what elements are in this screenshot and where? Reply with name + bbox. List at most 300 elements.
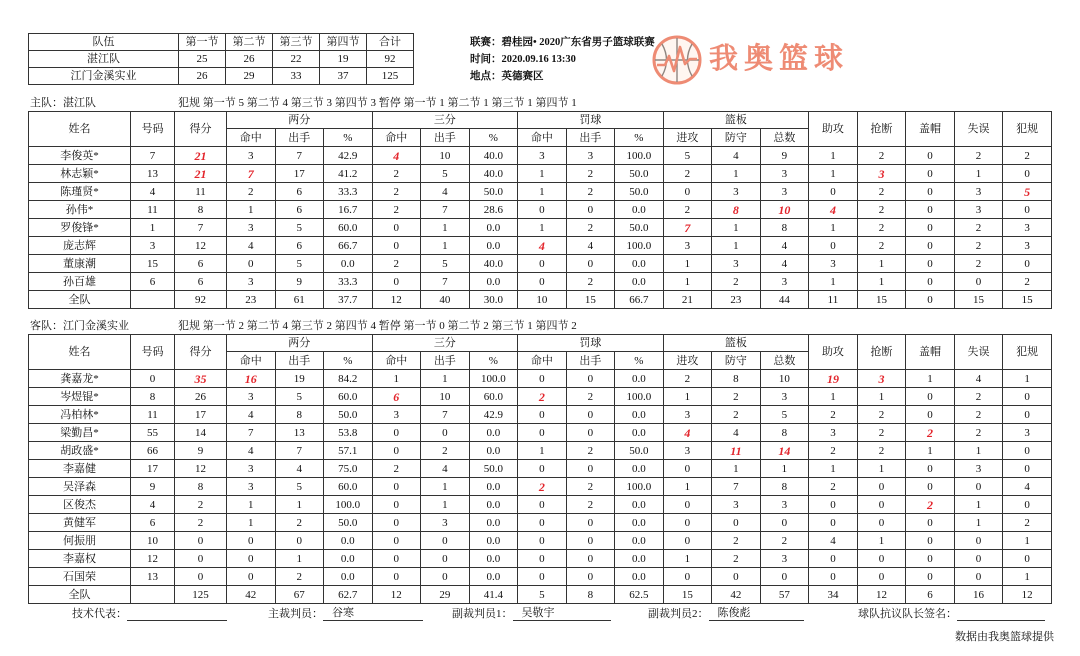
three-pt-made: 2 — [372, 183, 421, 201]
three-pt-pct: 0.0 — [469, 442, 518, 460]
off-rebounds: 0 — [663, 496, 712, 514]
header-offensive: 进攻 — [663, 352, 712, 370]
jersey-number: 55 — [131, 424, 175, 442]
ft-pct: 100.0 — [615, 478, 664, 496]
player-name: 龚嘉龙* — [29, 370, 131, 388]
two-pt-pct: 60.0 — [324, 388, 373, 406]
total-three-pt-pct: 30.0 — [469, 291, 518, 309]
jersey-number: 3 — [131, 237, 175, 255]
total-rebounds: 10 — [760, 201, 809, 219]
ft-attempts: 2 — [566, 478, 615, 496]
total-blocks: 0 — [906, 291, 955, 309]
player-row — [29, 273, 1052, 291]
total-steals: 15 — [857, 291, 906, 309]
two-pt-made: 3 — [227, 219, 276, 237]
player-name: 石国荣 — [29, 568, 131, 586]
steals: 2 — [857, 147, 906, 165]
turnovers: 2 — [954, 255, 1003, 273]
ft-attempts: 0 — [566, 201, 615, 219]
steals: 2 — [857, 219, 906, 237]
three-pt-made: 3 — [372, 406, 421, 424]
off-rebounds: 3 — [663, 406, 712, 424]
player-name: 庞志辉 — [29, 237, 131, 255]
field-label: 副裁判员1： — [452, 608, 513, 620]
three-pt-attempts: 7 — [421, 201, 470, 219]
ft-made: 0 — [518, 532, 567, 550]
ft-pct: 0.0 — [615, 406, 664, 424]
header-points: 得分 — [175, 335, 227, 370]
jersey-number: 4 — [131, 183, 175, 201]
ft-made: 0 — [518, 370, 567, 388]
total-three-pt-pct: 41.4 — [469, 586, 518, 604]
header-offensive: 进攻 — [663, 129, 712, 147]
ft-attempts: 0 — [566, 568, 615, 586]
assists: 4 — [809, 201, 858, 219]
points: 7 — [175, 219, 227, 237]
ft-attempts: 2 — [566, 388, 615, 406]
ft-attempts: 2 — [566, 496, 615, 514]
points: 11 — [175, 183, 227, 201]
three-pt-made: 2 — [372, 255, 421, 273]
field-label: 副裁判员2： — [648, 608, 709, 620]
three-pt-attempts: 4 — [421, 183, 470, 201]
def-rebounds: 2 — [712, 532, 761, 550]
fouls: 0 — [1003, 442, 1052, 460]
two-pt-attempts: 5 — [275, 388, 324, 406]
field-value: 吴敬宇 — [513, 606, 611, 621]
player-row — [29, 424, 1052, 442]
steals: 3 — [857, 165, 906, 183]
field-label: 球队抗议队长签名： — [858, 608, 957, 620]
assists: 3 — [809, 255, 858, 273]
assists: 0 — [809, 237, 858, 255]
player-row — [29, 255, 1052, 273]
points: 2 — [175, 496, 227, 514]
fouls: 2 — [1003, 273, 1052, 291]
def-rebounds: 2 — [712, 406, 761, 424]
three-pt-pct: 0.0 — [469, 568, 518, 586]
player-row — [29, 514, 1052, 532]
player-row — [29, 460, 1052, 478]
three-pt-pct: 28.6 — [469, 201, 518, 219]
header-blocks: 盖帽 — [906, 112, 955, 147]
blocks: 0 — [906, 201, 955, 219]
jersey-number: 10 — [131, 532, 175, 550]
two-pt-attempts: 13 — [275, 424, 324, 442]
player-row — [29, 550, 1052, 568]
header-attempts: 出手 — [275, 352, 324, 370]
three-pt-made: 0 — [372, 550, 421, 568]
def-rebounds: 3 — [712, 183, 761, 201]
blocks: 0 — [906, 406, 955, 424]
total-assists: 34 — [809, 586, 858, 604]
off-rebounds: 7 — [663, 219, 712, 237]
three-pt-pct: 0.0 — [469, 219, 518, 237]
fouls: 0 — [1003, 550, 1052, 568]
assists: 1 — [809, 273, 858, 291]
three-pt-made: 0 — [372, 532, 421, 550]
points: 9 — [175, 442, 227, 460]
blocks: 1 — [906, 370, 955, 388]
ft-pct: 50.0 — [615, 183, 664, 201]
total-rebounds: 9 — [760, 147, 809, 165]
player-name: 胡政盛* — [29, 442, 131, 460]
two-pt-pct: 75.0 — [324, 460, 373, 478]
ft-attempts: 3 — [566, 147, 615, 165]
two-pt-made: 0 — [227, 568, 276, 586]
away-fouls-timeouts: 犯规 第一节 2 第二节 4 第三节 2 第四节 4 暂停 第一节 0 第二节 2 第三节 1 第四节 2 — [178, 320, 577, 332]
two-pt-pct: 57.1 — [324, 442, 373, 460]
total-ft-pct: 66.7 — [615, 291, 664, 309]
jersey-number: 8 — [131, 388, 175, 406]
points: 35 — [175, 370, 227, 388]
assists: 2 — [809, 442, 858, 460]
blocks: 0 — [906, 165, 955, 183]
home-stats-table — [28, 111, 1052, 309]
def-rebounds: 7 — [712, 478, 761, 496]
total-two-pt-attempts: 61 — [275, 291, 324, 309]
three-pt-pct: 0.0 — [469, 237, 518, 255]
total-rebounds: 3 — [760, 183, 809, 201]
q1-score: 25 — [179, 51, 226, 68]
steals: 0 — [857, 550, 906, 568]
total-rebounds: 10 — [760, 370, 809, 388]
ft-made: 1 — [518, 165, 567, 183]
off-rebounds: 0 — [663, 183, 712, 201]
steals: 1 — [857, 532, 906, 550]
header-rebounds: 篮板 — [663, 112, 809, 129]
total-two-pt-pct: 62.7 — [324, 586, 373, 604]
player-name: 区俊杰 — [29, 496, 131, 514]
blocks: 0 — [906, 532, 955, 550]
score-row-away — [29, 68, 414, 85]
off-rebounds: 1 — [663, 388, 712, 406]
assists: 2 — [809, 406, 858, 424]
player-name: 陈瑾贤* — [29, 183, 131, 201]
jersey-number: 0 — [131, 370, 175, 388]
three-pt-pct: 0.0 — [469, 514, 518, 532]
total-rebounds: 3 — [760, 388, 809, 406]
turnovers: 0 — [954, 478, 1003, 496]
header-free-throws: 罚球 — [518, 112, 664, 129]
off-rebounds: 1 — [663, 273, 712, 291]
two-pt-pct: 53.8 — [324, 424, 373, 442]
header-attempts: 出手 — [566, 129, 615, 147]
technical-delegate-field — [72, 606, 227, 621]
jersey-number: 11 — [131, 201, 175, 219]
total-rebounds: 3 — [760, 273, 809, 291]
header-defensive: 防守 — [712, 129, 761, 147]
two-pt-made: 1 — [227, 514, 276, 532]
header-steals: 抢断 — [857, 112, 906, 147]
league-text: 联赛：碧桂园• 2020广东省男子篮球联赛 — [470, 37, 655, 48]
header-pct: % — [324, 352, 373, 370]
score-header-q3: 第三节 — [273, 34, 320, 51]
assists: 1 — [809, 388, 858, 406]
score-header-total: 合计 — [367, 34, 414, 51]
header-defensive: 防守 — [712, 352, 761, 370]
blocks: 0 — [906, 237, 955, 255]
def-rebounds: 3 — [712, 496, 761, 514]
three-pt-made: 0 — [372, 442, 421, 460]
steals: 0 — [857, 514, 906, 532]
three-pt-attempts: 7 — [421, 406, 470, 424]
def-rebounds: 1 — [712, 460, 761, 478]
total-rebounds: 2 — [760, 532, 809, 550]
three-pt-pct: 40.0 — [469, 147, 518, 165]
two-pt-attempts: 6 — [275, 201, 324, 219]
three-pt-pct: 50.0 — [469, 460, 518, 478]
home-fouls-timeouts: 犯规 第一节 5 第二节 4 第三节 3 第四节 3 暂停 第一节 1 第二节 1 第三节 1 第四节 1 — [178, 97, 577, 109]
jersey-number: 4 — [131, 496, 175, 514]
turnovers: 3 — [954, 183, 1003, 201]
fouls: 0 — [1003, 165, 1052, 183]
player-name: 李嘉权 — [29, 550, 131, 568]
total-three-pt-made: 12 — [372, 586, 421, 604]
blocks: 0 — [906, 550, 955, 568]
two-pt-pct: 42.9 — [324, 147, 373, 165]
player-row — [29, 406, 1052, 424]
assists: 2 — [809, 478, 858, 496]
three-pt-pct: 60.0 — [469, 388, 518, 406]
total-points: 125 — [175, 586, 227, 604]
ft-pct: 0.0 — [615, 370, 664, 388]
blocks: 0 — [906, 183, 955, 201]
ft-attempts: 2 — [566, 165, 615, 183]
total-three-pt-attempts: 40 — [421, 291, 470, 309]
total-assists: 11 — [809, 291, 858, 309]
steals: 0 — [857, 568, 906, 586]
off-rebounds: 0 — [663, 514, 712, 532]
two-pt-made: 3 — [227, 147, 276, 165]
turnovers: 0 — [954, 550, 1003, 568]
points: 0 — [175, 532, 227, 550]
header-blocks: 盖帽 — [906, 335, 955, 370]
jersey-number: 17 — [131, 460, 175, 478]
total-jersey-number — [131, 291, 175, 309]
two-pt-made: 16 — [227, 370, 276, 388]
two-pt-made: 3 — [227, 273, 276, 291]
def-rebounds: 4 — [712, 424, 761, 442]
three-pt-attempts: 5 — [421, 165, 470, 183]
score-header-team: 队伍 — [29, 34, 179, 51]
turnovers: 1 — [954, 496, 1003, 514]
team-total-label: 全队 — [29, 291, 131, 309]
three-pt-pct: 50.0 — [469, 183, 518, 201]
field-value: 陈俊彪 — [709, 606, 804, 621]
score-header-q2: 第二节 — [226, 34, 273, 51]
blocks: 2 — [906, 496, 955, 514]
assists: 1 — [809, 460, 858, 478]
turnovers: 2 — [954, 406, 1003, 424]
header-pct: % — [615, 129, 664, 147]
ft-made: 2 — [518, 388, 567, 406]
ft-made: 3 — [518, 147, 567, 165]
fouls: 3 — [1003, 219, 1052, 237]
blocks: 0 — [906, 478, 955, 496]
three-pt-pct: 40.0 — [469, 165, 518, 183]
header-made: 命中 — [227, 129, 276, 147]
header-pct: % — [469, 352, 518, 370]
two-pt-pct: 16.7 — [324, 201, 373, 219]
def-rebounds: 1 — [712, 237, 761, 255]
blocks: 0 — [906, 273, 955, 291]
two-pt-attempts: 4 — [275, 460, 324, 478]
two-pt-pct: 41.2 — [324, 165, 373, 183]
fouls: 3 — [1003, 237, 1052, 255]
header-made: 命中 — [518, 129, 567, 147]
ft-pct: 0.0 — [615, 568, 664, 586]
player-name: 梁勤昌* — [29, 424, 131, 442]
off-rebounds: 3 — [663, 442, 712, 460]
points: 6 — [175, 255, 227, 273]
score-header-row — [29, 34, 414, 51]
off-rebounds: 0 — [663, 460, 712, 478]
assists: 0 — [809, 514, 858, 532]
header-assists: 助攻 — [809, 112, 858, 147]
home-team-label: 主队：湛江队 — [30, 97, 96, 109]
total-rebounds: 4 — [760, 237, 809, 255]
player-name: 孙伟* — [29, 201, 131, 219]
total-ft-pct: 62.5 — [615, 586, 664, 604]
header-pct: % — [469, 129, 518, 147]
header-pct: % — [615, 352, 664, 370]
fouls: 5 — [1003, 183, 1052, 201]
header-three-pointers: 三分 — [372, 335, 518, 352]
three-pt-attempts: 10 — [421, 147, 470, 165]
total-rebounds: 3 — [760, 165, 809, 183]
three-pt-made: 2 — [372, 165, 421, 183]
three-pt-attempts: 2 — [421, 442, 470, 460]
field-value: 谷寒 — [323, 606, 423, 621]
total-ft-made: 10 — [518, 291, 567, 309]
three-pt-attempts: 1 — [421, 219, 470, 237]
ft-made: 0 — [518, 406, 567, 424]
off-rebounds: 1 — [663, 550, 712, 568]
two-pt-pct: 100.0 — [324, 496, 373, 514]
three-pt-attempts: 1 — [421, 478, 470, 496]
two-pt-pct: 50.0 — [324, 406, 373, 424]
points: 26 — [175, 388, 227, 406]
fouls: 2 — [1003, 147, 1052, 165]
umpire-2-field — [648, 606, 804, 621]
blocks: 0 — [906, 568, 955, 586]
def-rebounds: 3 — [712, 255, 761, 273]
player-name: 李俊英* — [29, 147, 131, 165]
two-pt-attempts: 0 — [275, 532, 324, 550]
ft-attempts: 2 — [566, 219, 615, 237]
player-name: 岑煜锟* — [29, 388, 131, 406]
def-rebounds: 4 — [712, 147, 761, 165]
q4-score: 37 — [320, 68, 367, 85]
ft-attempts: 0 — [566, 460, 615, 478]
three-pt-made: 0 — [372, 514, 421, 532]
blocks: 0 — [906, 514, 955, 532]
two-pt-attempts: 7 — [275, 147, 324, 165]
blocks: 0 — [906, 147, 955, 165]
score-header-q4: 第四节 — [320, 34, 367, 51]
total-blocks: 6 — [906, 586, 955, 604]
player-row — [29, 219, 1052, 237]
total-three-pt-made: 12 — [372, 291, 421, 309]
jersey-number: 12 — [131, 550, 175, 568]
steals: 2 — [857, 442, 906, 460]
blocks: 1 — [906, 442, 955, 460]
total-def-rebounds: 42 — [712, 586, 761, 604]
two-pt-made: 2 — [227, 183, 276, 201]
header-number: 号码 — [131, 112, 175, 147]
points: 21 — [175, 165, 227, 183]
jersey-number: 66 — [131, 442, 175, 460]
off-rebounds: 2 — [663, 370, 712, 388]
match-time-text: 时间：2020.09.16 13:30 — [470, 54, 576, 65]
three-pt-made: 0 — [372, 478, 421, 496]
ft-pct: 0.0 — [615, 550, 664, 568]
off-rebounds: 0 — [663, 532, 712, 550]
header-total: 总数 — [760, 129, 809, 147]
ft-pct: 0.0 — [615, 532, 664, 550]
ft-pct: 50.0 — [615, 219, 664, 237]
three-pt-attempts: 3 — [421, 514, 470, 532]
off-rebounds: 2 — [663, 201, 712, 219]
def-rebounds: 0 — [712, 568, 761, 586]
basketball-logo-icon — [651, 34, 703, 86]
points: 17 — [175, 406, 227, 424]
total-total-rebounds: 57 — [760, 586, 809, 604]
header-made: 命中 — [372, 129, 421, 147]
total-score: 125 — [367, 68, 414, 85]
two-pt-made: 3 — [227, 388, 276, 406]
fouls: 0 — [1003, 201, 1052, 219]
ft-made: 1 — [518, 442, 567, 460]
two-pt-made: 0 — [227, 550, 276, 568]
two-pt-made: 4 — [227, 442, 276, 460]
def-rebounds: 2 — [712, 273, 761, 291]
steals: 1 — [857, 388, 906, 406]
team-name: 江门金溪实业 — [29, 68, 179, 85]
player-row — [29, 183, 1052, 201]
protest-captain-signature-field — [858, 606, 1045, 621]
two-pt-made: 1 — [227, 201, 276, 219]
team-total-label: 全队 — [29, 586, 131, 604]
assists: 1 — [809, 219, 858, 237]
total-ft-attempts: 15 — [566, 291, 615, 309]
def-rebounds: 8 — [712, 370, 761, 388]
total-jersey-number — [131, 586, 175, 604]
player-name: 罗俊锋* — [29, 219, 131, 237]
player-row — [29, 147, 1052, 165]
player-row — [29, 201, 1052, 219]
steals: 1 — [857, 255, 906, 273]
ft-attempts: 0 — [566, 406, 615, 424]
score-row-home — [29, 51, 414, 68]
total-off-rebounds: 15 — [663, 586, 712, 604]
two-pt-pct: 66.7 — [324, 237, 373, 255]
points: 0 — [175, 550, 227, 568]
ft-made: 0 — [518, 496, 567, 514]
total-rebounds: 0 — [760, 568, 809, 586]
field-label: 技术代表： — [72, 608, 127, 620]
three-pt-made: 0 — [372, 568, 421, 586]
assists: 1 — [809, 165, 858, 183]
header-row — [29, 335, 1052, 352]
points: 12 — [175, 460, 227, 478]
total-off-rebounds: 21 — [663, 291, 712, 309]
ft-attempts: 2 — [566, 183, 615, 201]
header-fouls: 犯规 — [1003, 112, 1052, 147]
header-two-pointers: 两分 — [227, 335, 373, 352]
ft-attempts: 4 — [566, 237, 615, 255]
